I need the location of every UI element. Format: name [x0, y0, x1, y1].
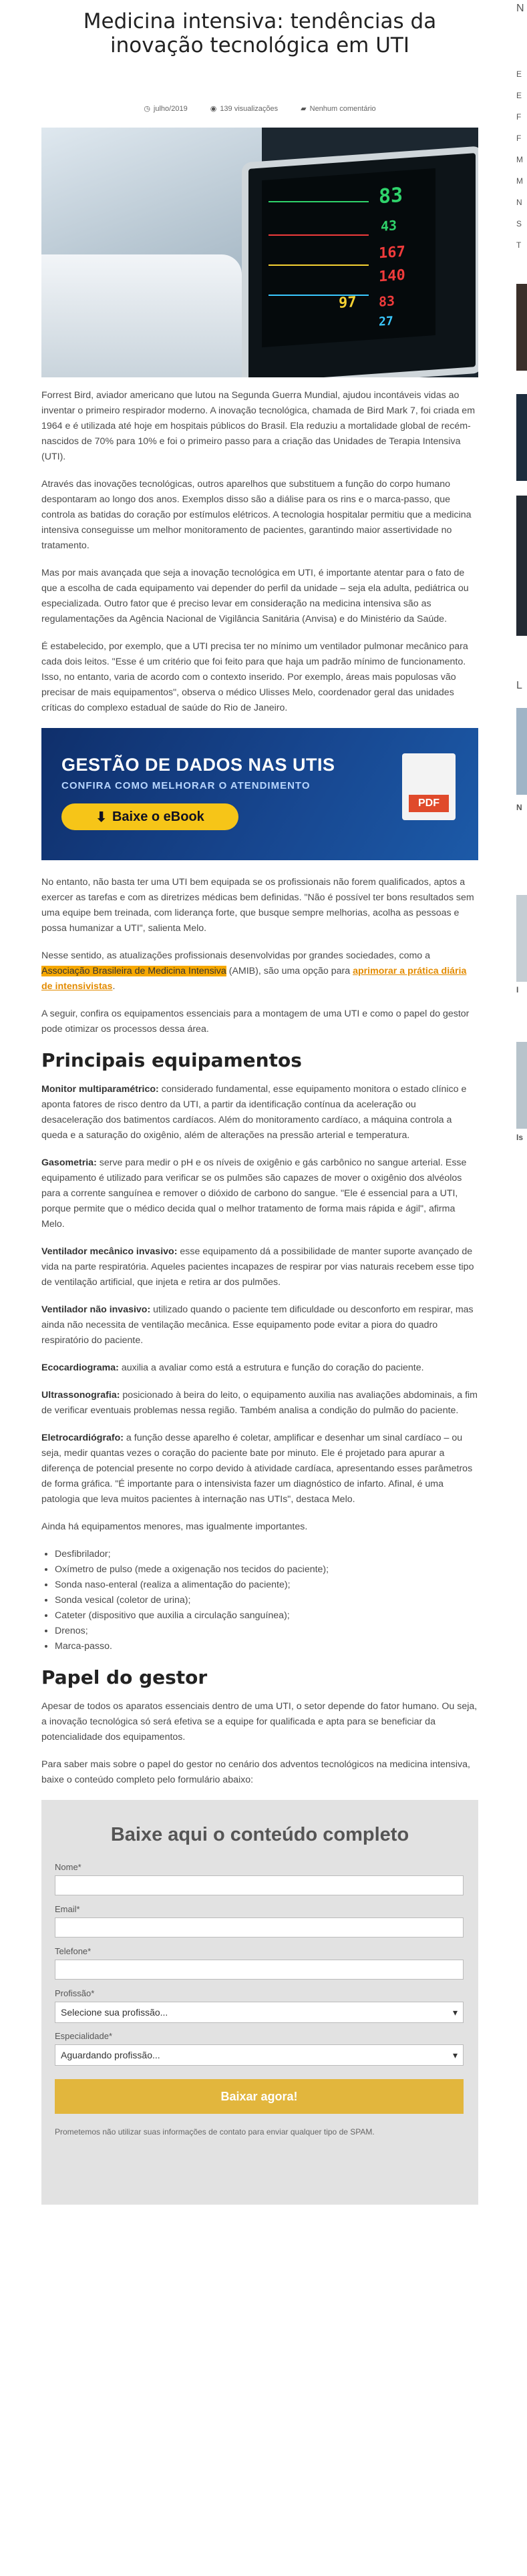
submit-button[interactable]: Baixar agora! — [55, 2079, 464, 2114]
specialty-label: Especialidade* — [55, 2031, 113, 2041]
name-label: Nome* — [55, 1862, 81, 1872]
list-item: • Oxímetro de pulso (mede a oxigenação nos tecidos do paciente); — [55, 1562, 478, 1578]
sidebar-item[interactable]: M — [516, 155, 523, 164]
value-b: 167 — [379, 243, 405, 262]
value-f: 27 — [379, 314, 393, 329]
sidebar-ad[interactable] — [516, 284, 527, 371]
sidebar-item[interactable]: E — [516, 69, 522, 79]
email-input[interactable] — [55, 1917, 464, 1938]
post-meta — [41, 104, 478, 113]
sidebar-thumb[interactable] — [516, 708, 527, 795]
select-arrow-icon: ▾ — [452, 2049, 458, 2060]
value-a: 43 — [381, 217, 397, 234]
list-item: • Sonda naso-enteral (realiza a alimentação do paciente); — [55, 1578, 478, 1593]
paragraph: Através das inovações tecnológicas, outros aparelhos que substituem a função do corpo humano despontaram ao longo dos anos. Exemplos disso são a diálise para os rins e o marca-passo, que controla as batidas do coração por estímulos elétricos. A tecnologia hospitalar permitiu que a medicina intensiva conseguisse um melhor monitoramento de pacientes, garantindo maior assertividade no tratamento. — [41, 479, 472, 551]
sidebar-thumb[interactable] — [516, 895, 527, 982]
profession-label: Profissão* — [55, 1988, 95, 1998]
post-comments[interactable]: ▰ Nenhum comentário — [301, 105, 376, 113]
list-item: • Sonda vesical (coletor de urina); — [55, 1593, 478, 1608]
paragraph: No entanto, não basta ter uma UTI bem equipada se os profissionais não forem qualificados, aptos a exercer as tarefas e com as diretrizes médicas bem definidas. "Não é possível ter bons resultados sem uma equipe bem treinada, com liderança forte, que busque sempre melhorias, acolha as pessoas e possa humanizar a UTI", salienta Melo. — [41, 877, 474, 934]
post-date: ◷ julho/2019 — [144, 105, 188, 113]
sidebar-item[interactable]: F — [516, 112, 522, 122]
sidebar-heading: L — [516, 680, 522, 691]
sidebar-heading: N — [516, 3, 524, 14]
article — [41, 0, 478, 2205]
page-title: Medicina intensiva: tendências da inovação tecnológica em UTI — [83, 9, 437, 57]
equipment-item: Ecocardiograma: auxilia a avaliar como está a estrutura e função do coração do paciente. — [41, 1362, 424, 1373]
ebook-banner[interactable] — [41, 728, 478, 860]
sidebar-post-title[interactable]: N — [516, 803, 522, 812]
equipment-item: Ventilador não invasivo: utilizado quando o paciente tem dificuldade ou desconforto em respirar, mas ainda não necessita de ventilação mecânica. Esse equipamento pode evitar a piora do quadro respiratório do paciente. — [41, 1304, 474, 1346]
value-e: 83 — [379, 293, 395, 310]
sidebar — [516, 0, 527, 2576]
hero-image — [41, 128, 478, 377]
privacy-note: Prometemos não utilizar suas informações de contato para enviar qualquer tipo de SPAM. — [55, 2127, 375, 2137]
sidebar-item[interactable]: T — [516, 240, 522, 250]
email-label: Email* — [55, 1904, 80, 1914]
phone-label: Telefone* — [55, 1946, 92, 1956]
minor-equipment-list — [41, 1547, 478, 1654]
equipment-item: Eletrocardiógrafo: a função desse aparelho é coletar, amplificar e desenhar um sinal cardíaco – ou seja, medir quantas vezes o coração do paciente bate por minuto. Ele é projetado para apurar a diferença de potencial presente no corpo devido à atividade cardíaca, apresentando esses parâmetros de forma gráfica. "É importante para o intensivista fazer um diagnóstico de infarto. Afinal, é uma patologia que leva muitos pacientes à internação nas UTIs", destaca Melo. — [41, 1433, 473, 1505]
list-item: • Desfibrilador; — [55, 1547, 478, 1562]
banner-headline: GESTÃO DE DADOS NAS UTIS — [61, 755, 335, 775]
equipment-item: Ultrassonografia: posicionado à beira do leito, o equipamento auxilia nas avaliações abdominais, a fim de verificar eventuais problemas nessa região. Também analisa a condição do pulmão do paciente. — [41, 1390, 478, 1416]
sidebar-item[interactable]: S — [516, 219, 522, 228]
spo2-wave — [269, 264, 369, 266]
sidebar-item[interactable]: M — [516, 176, 523, 186]
pdf-icon: PDF — [402, 753, 456, 820]
comment-icon: ▰ — [301, 105, 307, 113]
eye-icon: ◉ — [210, 105, 217, 113]
banner-subheadline: CONFIRA COMO MELHORAR O ATENDIMENTO — [61, 780, 311, 791]
amib-link[interactable]: Associação Brasileira de Medicina Intensiva — [41, 966, 226, 976]
equipment-item: Gasometria: serve para medir o pH e os níveis de oxigênio e gás carbônico no sangue arterial. Esse equipamento é utilizado para verificar se os pulmões são capazes de mover o oxigênio dos alvéolos para a corrente sanguínea e remover o dióxido de carbono do sangue. "Ele é essencial para a UTI, porque permite que o médico decida qual o melhor tratamento de forma mais rápida e ágil", afirma Melo. — [41, 1157, 467, 1230]
paragraph-amib: Nesse sentido, as atualizações profissionais desenvolvidas por grandes sociedades, como a Associação Brasileira de Medicina Intensiva (AMIB), são uma opção para aprimorar a prática diária de intensivistas. — [41, 950, 467, 992]
ecg-wave — [269, 201, 369, 202]
equipment-item: Ventilador mecânico invasivo: esse equipamento dá a possibilidade de manter suporte avançado de vida na parte respiratória. Aqueles pacientes incapazes de respirar por vias naturais recebem esse tipo de ventilação artificial, que injeta e retira ar dos pulmões. — [41, 1246, 474, 1288]
specialty-select[interactable]: Aguardando profissão... ▾ — [55, 2044, 464, 2066]
paragraph: Ainda há equipamentos menores, mas igualmente importantes. — [41, 1521, 308, 1532]
paragraph: Mas por mais avançada que seja a inovação tecnológica em UTI, é importante atentar para o fato de que a escolha de cada equipamento vai depender do perfil da unidade – seja ela adulta, pediátrica ou especializada. Outro fator que é preciso levar em consideração na medicina intensiva são as regulamentações da Agência Nacional de Vigilância Sanitária (Anvisa) e do Ministério da Saúde. — [41, 568, 469, 624]
list-item: • Cateter (dispositivo que auxilia a circulação sanguínea); — [55, 1608, 478, 1624]
sidebar-item[interactable]: E — [516, 91, 522, 100]
post-views: ◉ 139 visualizações — [210, 105, 279, 113]
phone-input[interactable] — [55, 1960, 464, 1980]
hospital-bed — [41, 254, 242, 377]
paragraph: Forrest Bird, aviador americano que lutou na Segunda Guerra Mundial, ajudou incontáveis vidas ao inventar o primeiro respirador moderno. A inovação tecnológica, chamada de Bird Mark 7, foi criada em 1964 e é utilizada até hoje em hospitais públicos do Brasil. Ela reduziu a mortalidade global de recém-nascidos de 70% para 10% e foi o primeiro passo para a criação das Unidades de Terapia Intensiva (UTI). — [41, 390, 476, 462]
download-form — [41, 1800, 478, 2205]
form-heading: Baixe aqui o conteúdo completo — [110, 1824, 409, 1845]
profession-select[interactable]: Selecione sua profissão... ▾ — [55, 2002, 464, 2023]
sidebar-item[interactable]: F — [516, 134, 522, 143]
sidebar-ad[interactable] — [516, 394, 527, 481]
sidebar-post-title[interactable]: I — [516, 985, 519, 994]
paragraph: Apesar de todos os aparatos essenciais dentro de uma UTI, o setor depende do fator humano. Ou seja, a inovação tecnológica só será efetiva se a equipe for qualificada e apta para se beneficiar da potencialidade dos equipamentos. — [41, 1701, 478, 1742]
sidebar-post-title[interactable]: Is — [516, 1133, 524, 1142]
intensivists-link[interactable]: aprimorar a prática diária de intensivistas — [41, 966, 467, 992]
section-title-manager: Papel do gestor — [41, 1666, 208, 1688]
list-item: • Marca-passo. — [55, 1639, 478, 1654]
paragraph: Para saber mais sobre o papel do gestor no cenário dos adventos tecnológicos na medicina intensiva, baixe o conteúdo completo pelo formulário abaixo: — [41, 1759, 470, 1785]
select-arrow-icon: ▾ — [452, 2006, 458, 2018]
sidebar-item[interactable]: N — [516, 198, 522, 207]
equipment-item: Monitor multiparamétrico: considerado fundamental, esse equipamento monitora o estado clínico e aponta fatores de risco dentro da UTI, a partir da identificação contínua da aceleração ou desaceleração dos batimentos cardíacos. Além do monitoramento cardíaco, a máquina controla a queda e a saturação do oxigênio, além de alterações na pressão arterial e temperatura. — [41, 1084, 467, 1141]
paragraph: É estabelecido, por exemplo, que a UTI precisa ter no mínimo um ventilador pulmonar mecânico para cada dois leitos. "Esse é um critério que foi feito para que haja um padrão mínimo de funcionamento. Isso, no entanto, varia de acordo com o contexto inserido. Por exemplo, áreas mais populosas vão precisar de mais equipamentos", observa o médico Ulisses Melo, coordenador geral das unidades críticas do complexo estadual de saúde do Rio de Janeiro. — [41, 641, 468, 713]
paragraph: A seguir, confira os equipamentos essenciais para a montagem de uma UTI e como o papel do gestor pode otimizar os processos dessa área. — [41, 1008, 470, 1035]
pressure-wave — [269, 234, 369, 236]
clock-icon: ◷ — [144, 105, 150, 113]
value-d: 97 — [339, 294, 357, 312]
sidebar-ad[interactable] — [516, 496, 527, 636]
value-c: 140 — [379, 266, 405, 286]
section-title-equipment: Principais equipamentos — [41, 1049, 302, 1071]
download-ebook-button[interactable]: ⬇ Baixe o eBook — [61, 803, 238, 830]
download-icon: ⬇ — [96, 809, 107, 825]
hr-value: 83 — [379, 183, 403, 209]
monitor-screen — [262, 168, 435, 347]
sidebar-thumb[interactable] — [516, 1042, 527, 1129]
name-input[interactable] — [55, 1875, 464, 1895]
article-body — [41, 388, 478, 2205]
list-item: • Drenos; — [55, 1624, 478, 1639]
